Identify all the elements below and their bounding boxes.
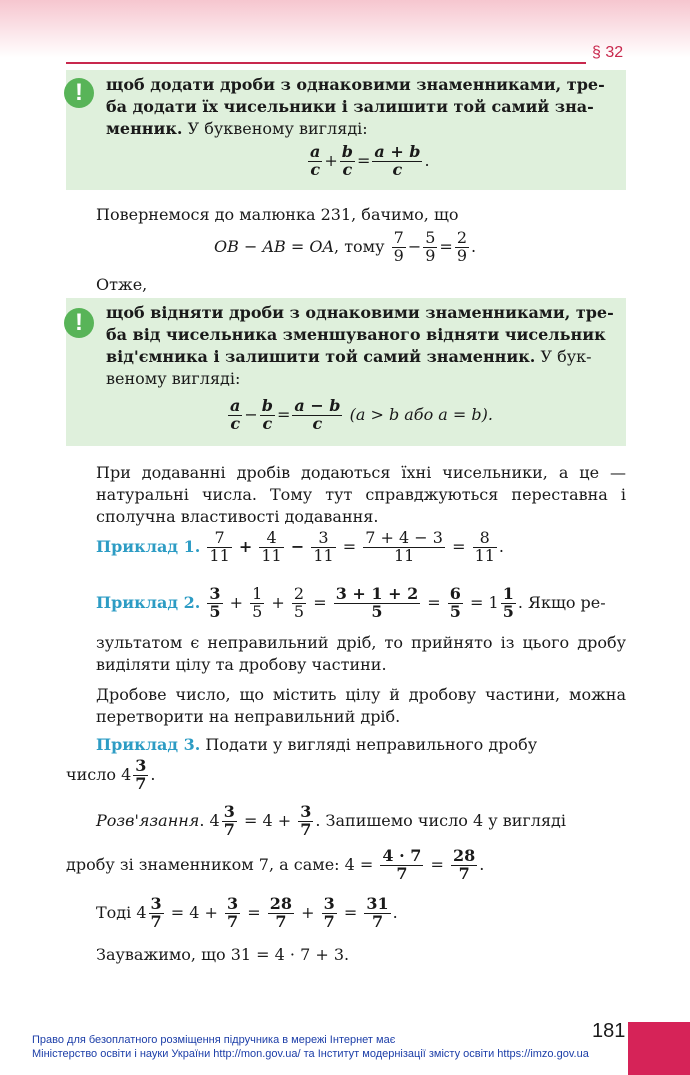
exclamation-icon: !: [64, 308, 94, 338]
section-number: § 32: [592, 44, 624, 61]
paragraph-return: Повернемося до малюнка 231, бачимо, що: [96, 205, 459, 224]
solution-line-1: Розв'язання. 4 $\frac{3}{7}$ = 4 + $\frac{3}{7}$ . Запишемо число 4 у вигляді: [96, 802, 567, 839]
rule-box-addition: [66, 70, 626, 190]
header-rule: [66, 62, 586, 64]
rule-line: ба від чисельника зменшуваного відняти чисельник: [106, 325, 606, 344]
corner-marker: [628, 1022, 690, 1075]
rule-line: від'ємника і залишити той самий знаменник.: [106, 347, 536, 366]
page-number: 181: [592, 1020, 626, 1042]
example-3: Приклад 3. Подати у вигляді неправильного дробу: [96, 735, 538, 754]
example-1: Приклад 1. $\frac{7}{11}$ + $\frac{4}{11}$ − $\frac{3}{11}$ = $\frac{7 + 4 - 3}{11}$ = $\frac{8}{11}$ .: [96, 528, 505, 565]
rule-line: щоб додати дроби з однаковими знаменниками, тре-: [106, 75, 605, 94]
rule-text: [106, 74, 618, 140]
footer-line-1: Право для безоплатного розміщення підручника в мережі Інтернет має: [32, 1034, 396, 1046]
then-line: Тоді 4 $\frac{3}{7}$ = 4 + $\frac{3}{7}$ = $\frac{28}{7}$ + $\frac{3}{7}$ = $\frac{31}{7}$ .: [96, 894, 398, 931]
rule-line-tail: У бук-: [535, 347, 592, 366]
top-band: [0, 0, 690, 58]
rule-line: ба додати їх чисельники і залишити той самий зна-: [106, 97, 594, 116]
note-line: Зауважимо, що 31 = 4 · 7 + 3.: [96, 945, 350, 964]
text-therefore: Отже,: [96, 275, 148, 294]
example-3-number: число 4 $\frac{3}{7}$ .: [66, 756, 156, 793]
rule-line: менник.: [106, 119, 183, 138]
example-2-continuation: зультатом є неправильний дріб, то прийнято із цього дробу виділяти цілу та дробову частини.: [96, 633, 626, 674]
exclamation-icon: !: [64, 78, 94, 108]
rule-line-tail: У буквеному вигляді:: [182, 119, 368, 138]
footer-line-2: Міністерство освіти і науки України http://mon.gov.ua/ та Інститут модернізації змісту освіти https://imzo.gov.ua: [32, 1048, 589, 1060]
rule-text: [106, 302, 618, 390]
formula-subtraction: $\frac{a}{c}$ − $\frac{b}{c}$ = $\frac{a - b}{c}$ (a > b або a = b).: [230, 396, 493, 433]
example-2: Приклад 2. $\frac{3}{5}$ + $\frac{1}{5}$ + $\frac{2}{5}$ = $\frac{3 + 1 + 2}{5}$ = $\frac{6}{5}$ = 1 $\frac{1}{5}$ . Якщо ре-: [96, 584, 606, 621]
paragraph-addition-props: При додаванні дробів додаються їхні чисельники, а це — натуральні числа. Тому тут справджуються переставна і сполучна властивості додавання.: [96, 463, 626, 526]
rule-line: щоб відняти дроби з однаковими знаменниками, тре-: [106, 303, 614, 322]
equation-ob-ab: OB − AB = OA, тому $\frac{7}{9}$ − $\frac{5}{9}$ = $\frac{2}{9}$ .: [214, 228, 477, 265]
rule-line: веному вигляді:: [106, 369, 241, 388]
rule-box-subtraction: [66, 298, 626, 446]
solution-line-2: дробу зі знаменником 7, а саме: 4 = $\frac{4 \cdot 7}{7}$ = $\frac{28}{7}$ .: [66, 846, 485, 883]
paragraph-mixed-number: Дробове число, що містить цілу й дробову частини, можна перетворити на неправильний дріб.: [96, 685, 626, 726]
formula-addition: $\frac{a}{c}$ + $\frac{b}{c}$ = $\frac{a + b}{c}$ .: [310, 142, 430, 179]
